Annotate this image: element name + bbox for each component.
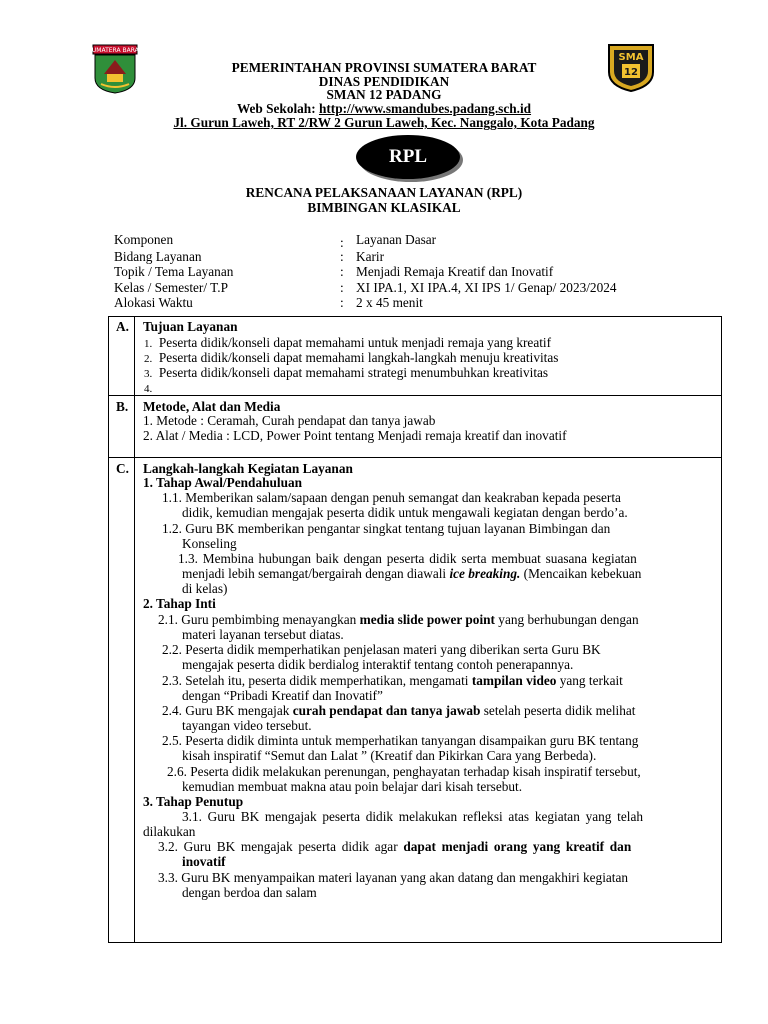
- info-row-topik: [114, 264, 714, 279]
- list-num: 1.: [144, 338, 153, 350]
- info-colon: :: [340, 235, 344, 250]
- section-c-heading: Langkah-langkah Kegiatan Layanan: [143, 461, 353, 476]
- info-key: Bidang Layanan: [114, 249, 202, 264]
- list-num: 4.: [144, 383, 153, 395]
- step-text: materi layanan tersebut diatas.: [182, 627, 344, 642]
- step-text: mengajak peserta didik berdialog interaktif tentang contoh penerapannya.: [182, 657, 574, 672]
- header-line-2: DINAS PENDIDIKAN: [318, 74, 450, 89]
- step-text: dengan “Pribadi Kreatif dan Inovatif”: [182, 688, 383, 703]
- info-row-kelas: [114, 280, 714, 295]
- step-text: kemudian membuat makna atau poin belajar dari kisah tersebut.: [182, 779, 523, 794]
- info-row-bidang: [114, 249, 714, 264]
- info-key: Topik / Tema Layanan: [114, 264, 234, 279]
- list-item: 1. Metode : Ceramah, Curah pendapat dan tanya jawab: [143, 413, 436, 428]
- info-key: Alokasi Waktu: [114, 295, 193, 310]
- section-a-letter: A.: [116, 319, 129, 334]
- step-emphasis: tampilan video: [471, 673, 557, 688]
- table-row-divider: [108, 395, 722, 396]
- rpl-badge-label: RPL: [389, 146, 427, 167]
- header-line-1: PEMERINTAHAN PROVINSI SUMATERA BARAT: [231, 60, 537, 75]
- step-text: tayangan video tersebut.: [182, 718, 312, 733]
- table-row-divider: [108, 457, 722, 458]
- step-text: [162, 703, 636, 718]
- info-colon: :: [340, 280, 344, 295]
- doc-title-line-2: BIMBINGAN KLASIKAL: [307, 200, 461, 215]
- step-text: [158, 612, 639, 627]
- step-text: 2.2. Peserta didik memperhatikan penjelasan materi yang diberikan serta Guru BK: [162, 642, 601, 657]
- stage-3-heading: 3. Tahap Penutup: [143, 794, 244, 809]
- stage-1-heading: 1. Tahap Awal/Pendahuluan: [143, 475, 303, 490]
- step-text: 1.3. Membina hubungan baik dengan peserta didik serta membuat suasana kegiatan: [178, 551, 637, 566]
- address-text: Jl. Gurun Laweh, RT 2/RW 2 Gurun Laweh, Kec. Nanggalo, Kota Padang: [173, 115, 595, 130]
- step-emphasis: dapat menjadi orang yang kreatif dan: [403, 839, 632, 854]
- step-text: 1.2. Guru BK memberikan pengantar singkat tentang tujuan layanan Bimbingan dan: [162, 521, 611, 536]
- info-value: Karir: [356, 249, 385, 264]
- step-text: 1.1. Memberikan salam/sapaan dengan penuh semangat dan keakraban kepada peserta: [162, 490, 621, 505]
- list-text: Peserta didik/konseli dapat memahami untuk menjadi remaja yang kreatif: [158, 335, 552, 350]
- header-line-3: SMAN 12 PADANG: [326, 87, 442, 102]
- step-text-part: (Mencaikan kebekuan: [520, 566, 642, 581]
- step-text-part: menjadi lebih semangat/bergairah dengan diawali: [182, 566, 450, 581]
- info-value: Menjadi Remaja Kreatif dan Inovatif: [356, 264, 554, 279]
- section-a-heading: Tujuan Layanan: [143, 319, 238, 334]
- step-text: kisah inspiratif “Semut dan Lalat ” (Kreatif dan Pikirkan Cara yang Berbeda).: [182, 748, 597, 763]
- step-text-part: yang berhubungan dengan: [494, 612, 639, 627]
- info-value: XI IPA.1, XI IPA.4, XI IPS 1/ Genap/ 2023/2024: [356, 280, 617, 295]
- list-item: [144, 380, 159, 397]
- step-text: di kelas): [182, 581, 228, 596]
- doc-title-line-1: RENCANA PELAKSANAAN LAYANAN (RPL): [245, 185, 523, 200]
- step-text: [162, 673, 623, 688]
- step-text-part: 2.1. Guru pembimbing menayangkan: [158, 612, 360, 627]
- step-text: [182, 566, 641, 581]
- province-logo-text: SUMATERA BARAT: [88, 47, 142, 54]
- rpl-badge: [356, 135, 460, 179]
- info-value: 2 x 45 menit: [356, 295, 423, 310]
- step-text-part: 2.4. Guru BK mengajak: [162, 703, 293, 718]
- step-emphasis: media slide power point: [359, 612, 495, 627]
- step-text: dengan berdoa dan salam: [182, 885, 317, 900]
- header-address: [0, 116, 768, 131]
- step-text: dilakukan: [143, 824, 196, 839]
- step-text: didik, kemudian mengajak peserta didik untuk mengawali kegiatan dengan berdo’a.: [182, 505, 628, 520]
- step-emphasis: inovatif: [182, 854, 226, 869]
- web-url-link[interactable]: http://www.smandubes.padang.sch.id: [318, 101, 532, 116]
- step-emphasis: curah pendapat dan tanya jawab: [292, 703, 481, 718]
- step-text-part: 3.2. Guru BK mengajak peserta didik agar: [158, 839, 404, 854]
- info-colon: :: [340, 295, 344, 310]
- info-key: Komponen: [114, 232, 174, 247]
- info-row-komponen: [114, 232, 714, 250]
- list-item: 2. Alat / Media : LCD, Power Point tentang Menjadi remaja kreatif dan inovatif: [143, 428, 567, 443]
- list-num: 3.: [144, 368, 153, 380]
- section-b-heading: Metode, Alat dan Media: [143, 399, 281, 414]
- info-value: Layanan Dasar: [356, 232, 437, 247]
- step-text: 2.5. Peserta didik diminta untuk memperhatikan tanyangan disampaikan guru BK tentang: [162, 733, 639, 748]
- step-text: 2.6. Peserta didik melakukan perenungan, penghayatan terhadap kisah inspiratif tersebut,: [167, 764, 641, 779]
- list-item: [144, 365, 548, 382]
- step-text: 3.3. Guru BK menyampaikan materi layanan yang akan datang dan mengakhiri kegiatan: [158, 870, 629, 885]
- info-colon: :: [340, 249, 344, 264]
- section-b-letter: B.: [116, 399, 129, 414]
- school-logo-number: 12: [624, 67, 638, 78]
- info-colon: :: [340, 264, 344, 279]
- list-text: Peserta didik/konseli dapat memahami strategi menumbuhkan kreativitas: [158, 365, 549, 380]
- section-c-letter: C.: [116, 461, 129, 476]
- step-text-part: setelah peserta didik melihat: [480, 703, 636, 718]
- info-row-alokasi: [114, 295, 714, 310]
- list-text: Peserta didik/konseli dapat memahami langkah-langkah menuju kreativitas: [158, 350, 559, 365]
- stage-2-heading: 2. Tahap Inti: [143, 596, 216, 611]
- step-text: Konseling: [182, 536, 237, 551]
- info-key: Kelas / Semester/ T.P: [114, 280, 228, 295]
- school-logo-text: SMA: [618, 52, 644, 63]
- step-text-part: yang terkait: [556, 673, 623, 688]
- table-column-divider: [134, 316, 135, 943]
- step-text: [158, 839, 631, 854]
- step-emphasis: ice breaking.: [449, 566, 521, 581]
- step-text-part: 2.3. Setelah itu, peserta didik memperhatikan, mengamati: [162, 673, 472, 688]
- list-num: 2.: [144, 353, 153, 365]
- step-text: 3.1. Guru BK mengajak peserta didik melakukan refleksi atas kegiatan yang telah: [182, 809, 643, 824]
- web-label: Web Sekolah:: [236, 101, 319, 116]
